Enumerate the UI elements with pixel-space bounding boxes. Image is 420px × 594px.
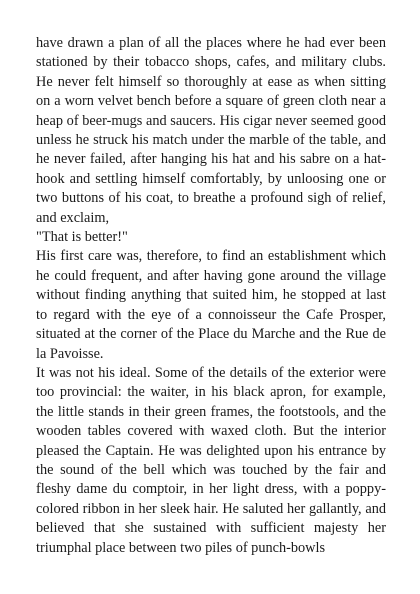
paragraph-4: It was not his ideal. Some of the details of the exterior were too provincial: the waiter, in his black apron, for example, the little stands in their green frames, the footstools, and the wooden tables covered with waxed cloth. But the interior pleased the Captain. He was delighted upon his entrance by the sound of the bell which was touched by the fair and fleshy dame du comptoir, in her light dress, with a poppy-colored ribbon in her sleek hair. He saluted her gallantly, and believed that she sustained with sufficient majesty her triumphal place between two piles of punch-bowls <box>36 364 386 556</box>
paragraph-2-quote: "That is better!" <box>36 229 128 246</box>
document-page <box>36 34 386 558</box>
paragraph-1: have drawn a plan of all the places where he had ever been stationed by their tobacco shops, cafes, and military clubs. He never felt himself so thoroughly at ease as when sitting on a worn velvet bench before a square of green cloth near a heap of beer-mugs and saucers. His cigar never seemed good unless he struck his match under the marble of the table, and he never failed, after hanging his hat and his sabre on a hat-hook and settling himself comfortably, by unloosing one or two buttons of his coat, to breathe a profound sigh of relief, and exclaim, <box>36 35 386 226</box>
paragraph-3: His first care was, therefore, to find an establishment which he could frequent, and after having gone around the village without finding anything that suited him, he stopped at last to regard with the eye of a connoisseur the Cafe Prosper, situated at the corner of the Place du Marche and the Rue de la Pavoisse. <box>36 248 386 362</box>
